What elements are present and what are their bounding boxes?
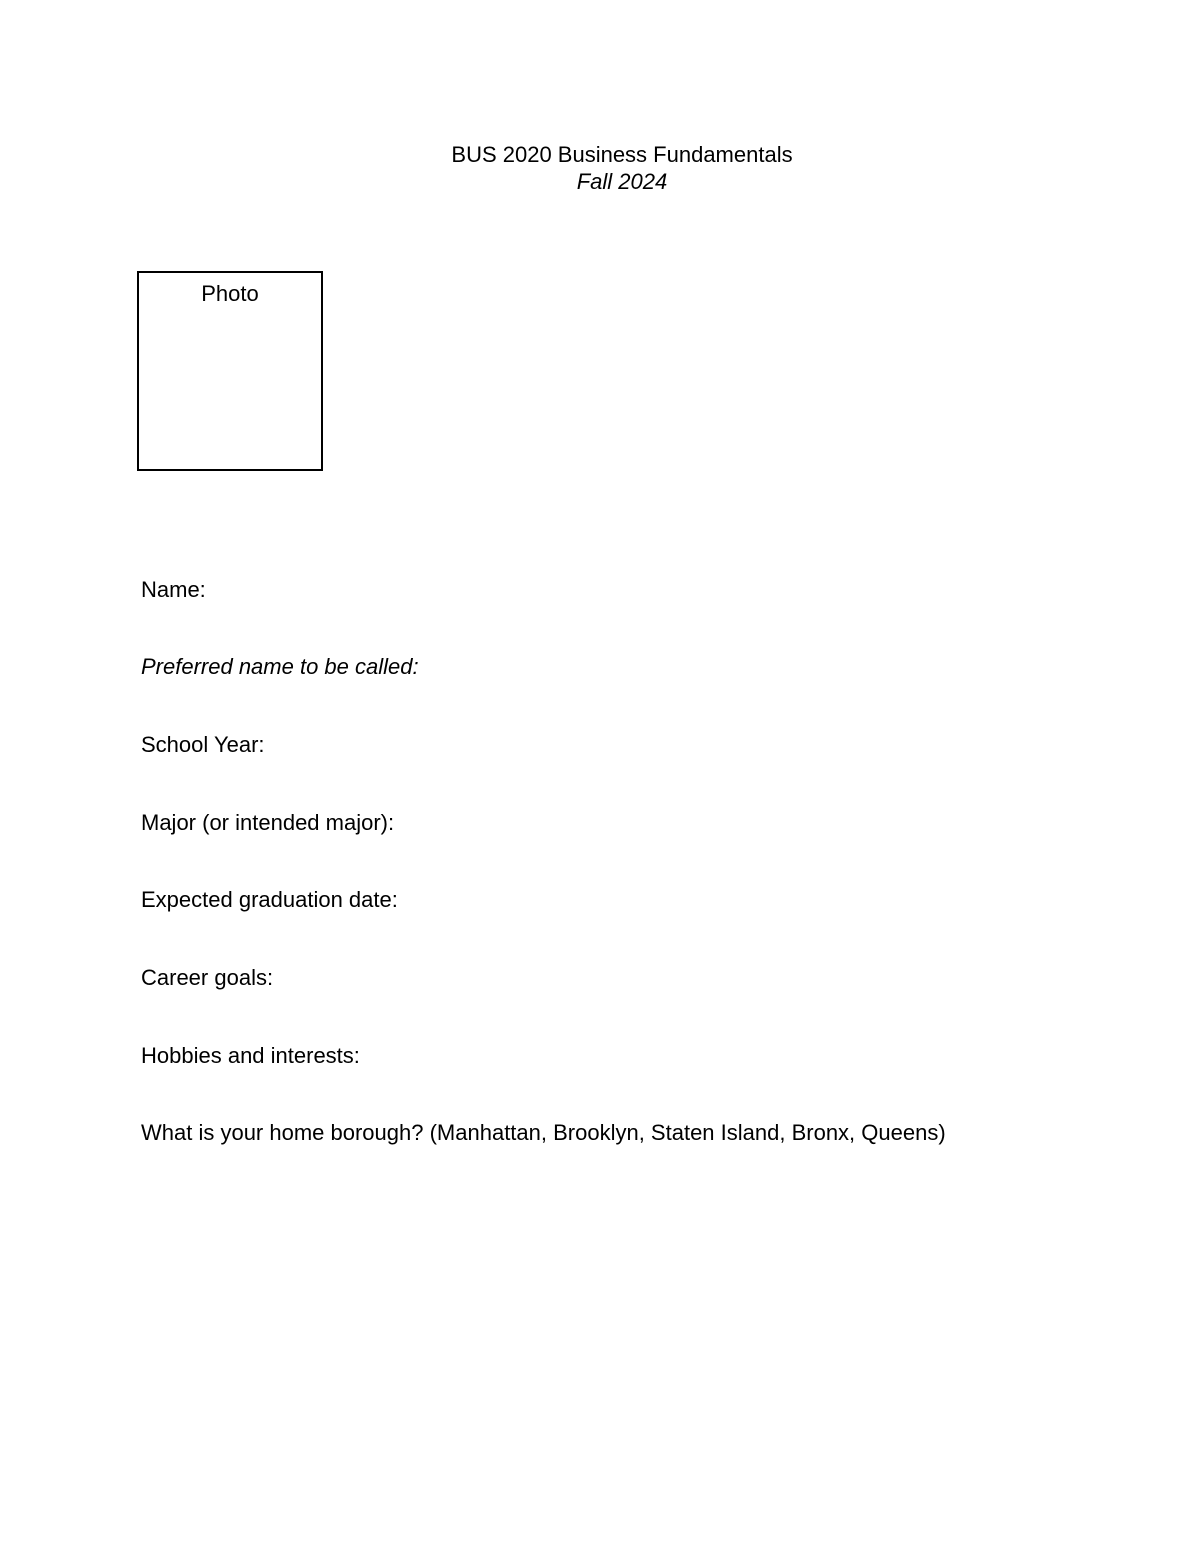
field-graduation-date: Expected graduation date: [141, 887, 398, 912]
course-title: BUS 2020 Business Fundamentals [451, 142, 793, 167]
photo-label: Photo [201, 281, 259, 306]
field-hobbies: Hobbies and interests: [141, 1043, 360, 1068]
field-school-year: School Year: [141, 732, 265, 757]
field-preferred-name: Preferred name to be called: [141, 654, 419, 679]
field-major: Major (or intended major): [141, 810, 395, 835]
field-home-borough: What is your home borough? (Manhattan, Brooklyn, Staten Island, Bronx, Queens) [141, 1120, 946, 1145]
document-header [0, 141, 1200, 195]
field-name: Name: [141, 577, 206, 602]
photo-placeholder-box [137, 271, 323, 471]
semester-subtitle: Fall 2024 [576, 169, 668, 194]
field-career-goals: Career goals: [141, 965, 274, 990]
